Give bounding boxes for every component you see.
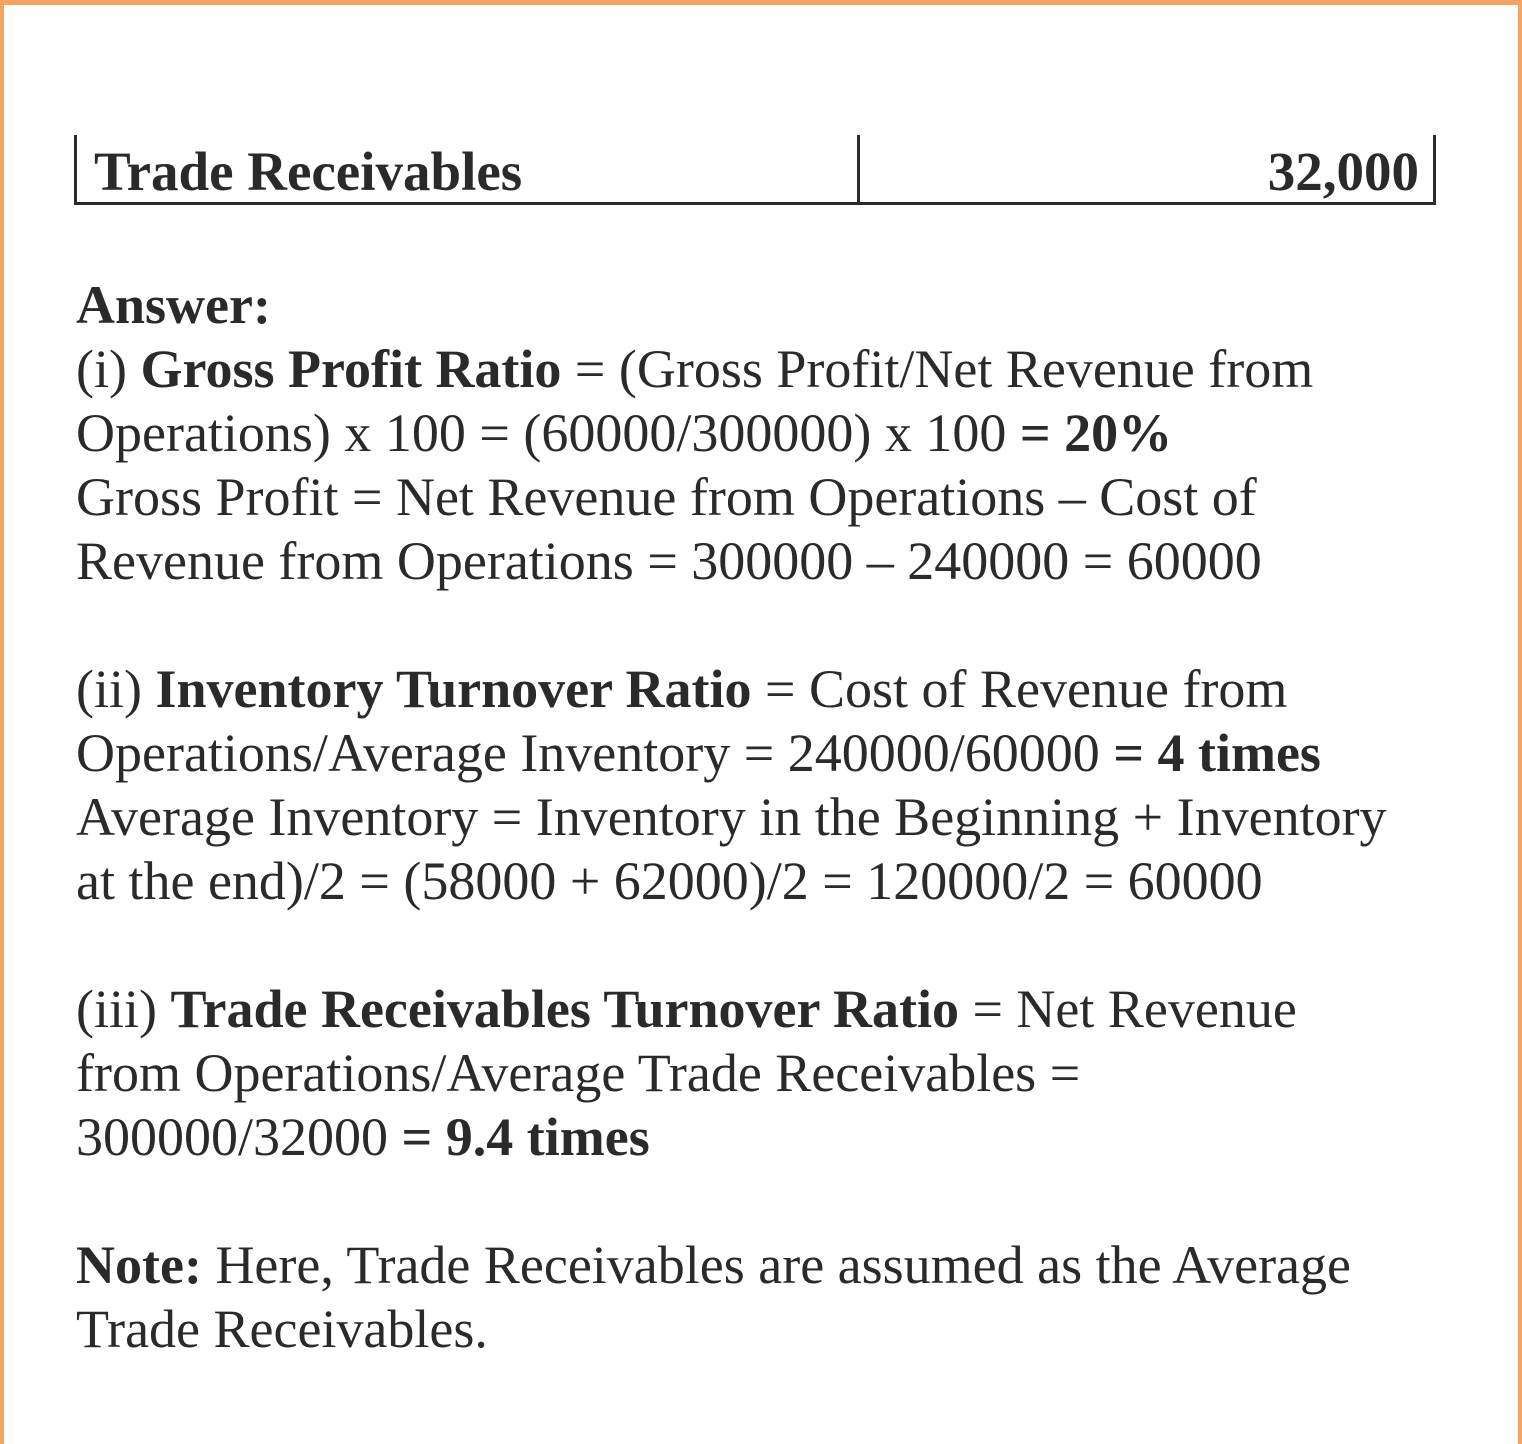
part2-line3: Average Inventory = Inventory in the Beginning + Inventory <box>76 787 1387 847</box>
note-line1 <box>76 1233 1476 1297</box>
part2-line4: at the end)/2 = (58000 + 62000)/2 = 120000/2 = 60000 <box>76 851 1263 911</box>
trade-receivables-table-row <box>74 135 1436 205</box>
part1-line2 <box>76 401 1476 465</box>
table-value-cell: 32,000 <box>860 135 1436 202</box>
part2-line2 <box>76 721 1476 785</box>
part3-result: = 9.4 times <box>401 1107 650 1167</box>
note-label: Note: <box>76 1235 202 1295</box>
spacer <box>76 1169 1476 1233</box>
answer-heading: Answer: <box>76 275 271 335</box>
part3-line1 <box>76 977 1476 1041</box>
part2-line2-text: Operations/Average Inventory = 240000/60000 <box>76 723 1114 783</box>
answer-body <box>76 273 1476 1361</box>
spacer <box>76 593 1476 657</box>
part1-line1-rest: = (Gross Profit/Net Revenue from <box>561 339 1314 399</box>
note-line2: Trade Receivables. <box>76 1299 488 1359</box>
part2-title: Inventory Turnover Ratio <box>155 659 752 719</box>
part3-line1-rest: = Net Revenue <box>958 979 1297 1039</box>
part3-line2: from Operations/Average Trade Receivables = <box>76 1043 1081 1103</box>
part1-line1 <box>76 337 1476 401</box>
answer-heading-line <box>76 273 1476 337</box>
part2-line1 <box>76 657 1476 721</box>
part1-result: = 20% <box>1019 403 1173 463</box>
part1-prefix: (i) <box>76 339 141 399</box>
table-label-cell: Trade Receivables <box>74 135 860 202</box>
part3-title: Trade Receivables Turnover Ratio <box>170 979 959 1039</box>
part3-prefix: (iii) <box>76 979 171 1039</box>
part2-result: = 4 times <box>1113 723 1321 783</box>
part1-line2-text: Operations) x 100 = (60000/300000) x 100 <box>76 403 1020 463</box>
part2-line1-rest: = Cost of Revenue from <box>751 659 1288 719</box>
part1-title: Gross Profit Ratio <box>140 339 562 399</box>
spacer <box>76 913 1476 977</box>
part2-prefix: (ii) <box>76 659 156 719</box>
part3-line3 <box>76 1105 1476 1169</box>
note-line1-rest: Here, Trade Receivables are assumed as the Average <box>201 1235 1351 1295</box>
part1-line4: Revenue from Operations = 300000 – 240000 = 60000 <box>76 531 1262 591</box>
part3-line3-text: 300000/32000 <box>76 1107 402 1167</box>
part1-line3: Gross Profit = Net Revenue from Operations – Cost of <box>76 467 1257 527</box>
